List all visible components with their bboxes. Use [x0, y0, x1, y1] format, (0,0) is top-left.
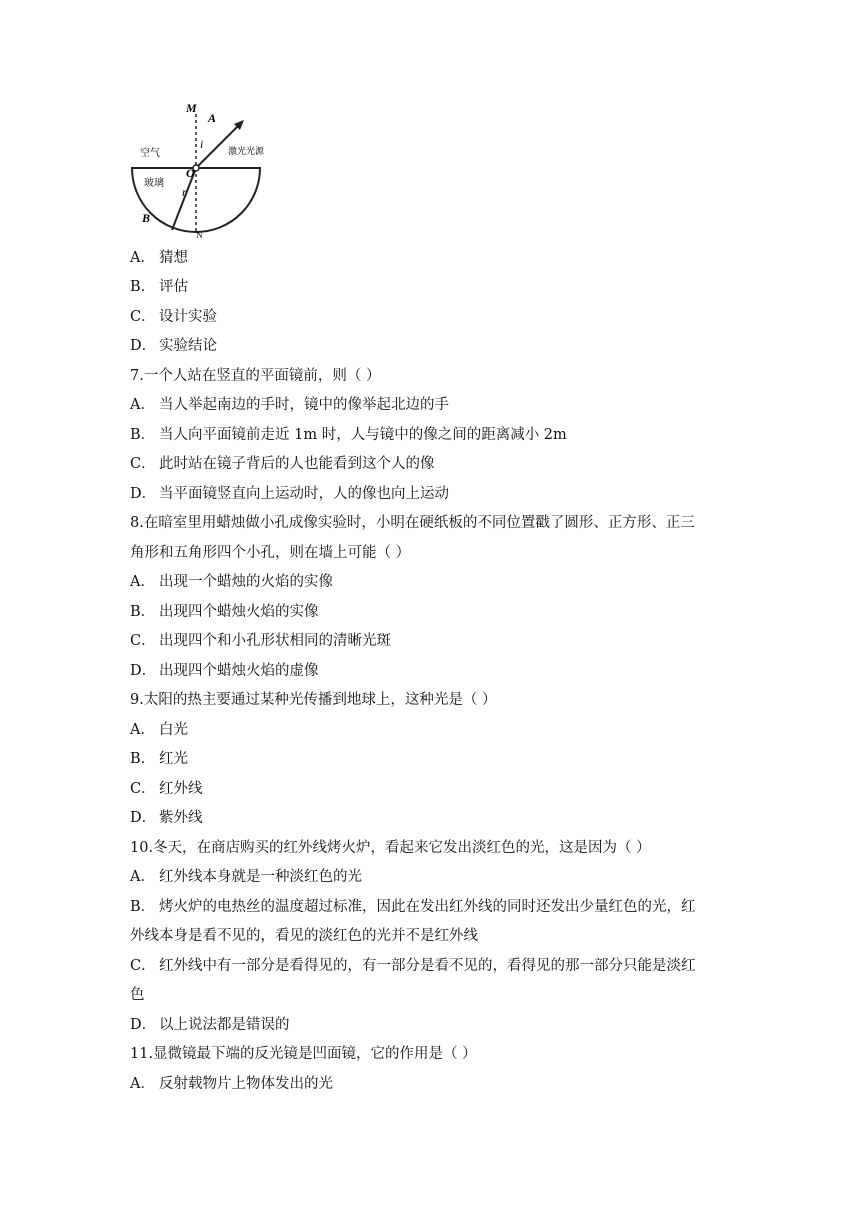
refraction-diagram	[128, 98, 278, 242]
q10-option-c	[130, 956, 696, 976]
label-laser: 激光光源	[228, 147, 265, 157]
option-letter: C．	[130, 958, 156, 974]
q9-option-d	[130, 808, 203, 828]
q8-stem-line1: 8.在暗室里用蜡烛做小孔成像实验时，小明在硬纸板的不同位置戳了圆形、正方形、正三	[130, 515, 695, 531]
option-text: 当人向平面镜前走近 1m 时，人与镜中的像之间的距离减小 2m	[159, 427, 567, 443]
option-letter: A．	[130, 397, 155, 413]
q6-option-c	[130, 307, 217, 327]
option-letter: B．	[130, 604, 156, 620]
option-text: 烤火炉的电热丝的温度超过标准，因此在发出红外线的同时还发出少量红色的光，红	[159, 899, 696, 915]
option-text: 猜想	[159, 250, 188, 266]
option-letter: B．	[130, 899, 156, 915]
option-text: 实验结论	[159, 338, 217, 354]
option-letter: A．	[130, 250, 155, 266]
option-letter: C．	[130, 456, 156, 472]
q7-option-b	[130, 425, 567, 445]
q8-option-a	[130, 572, 333, 592]
option-text: 当人举起南边的手时，镜中的像举起北边的手	[159, 397, 449, 413]
option-letter: A．	[130, 1076, 155, 1092]
q11-option-a	[130, 1074, 333, 1094]
option-letter: D．	[130, 1017, 157, 1033]
option-text: 白光	[159, 722, 188, 738]
option-text: 出现一个蜡烛的火焰的实像	[159, 574, 333, 590]
option-text: 当平面镜竖直向上运动时，人的像也向上运动	[159, 486, 449, 502]
q7-option-c	[130, 454, 435, 474]
q7-stem: 7.一个人站在竖直的平面镜前，则（ ）	[130, 368, 381, 384]
option-letter: A．	[130, 722, 155, 738]
option-letter: B．	[130, 427, 156, 443]
label-air: 空气	[140, 148, 160, 159]
option-text: 紫外线	[159, 810, 203, 826]
label-i: i	[200, 137, 204, 151]
option-letter: A．	[130, 869, 155, 885]
option-letter: D．	[130, 810, 157, 826]
label-a: A	[208, 111, 217, 125]
q6-option-d	[130, 336, 217, 356]
q9-stem: 9.太阳的热主要通过某种光传播到地球上，这种光是（ ）	[130, 692, 497, 708]
label-n: N	[196, 230, 203, 240]
q10-option-a	[130, 867, 362, 887]
option-text: 设计实验	[159, 309, 217, 325]
option-letter: C．	[130, 633, 156, 649]
q6-option-a	[130, 248, 188, 268]
label-m: M	[186, 101, 197, 115]
label-b: B	[142, 211, 151, 225]
option-text: 出现四个蜡烛火焰的虚像	[159, 663, 319, 679]
option-letter: D．	[130, 338, 157, 354]
option-text: 红外线	[159, 781, 203, 797]
q11-stem: 11.显微镜最下端的反光镜是凹面镜，它的作用是（ ）	[130, 1046, 477, 1062]
q10-stem: 10.冬天，在商店购买的红外线烤火炉，看起来它发出淡红色的光，这是因为（ ）	[130, 840, 651, 856]
option-text: 红光	[159, 751, 188, 767]
q9-option-c	[130, 779, 203, 799]
q10-option-d	[130, 1015, 290, 1035]
option-text: 出现四个和小孔形状相同的清晰光斑	[159, 633, 391, 649]
q6-option-b	[130, 277, 188, 297]
q8-option-b	[130, 602, 319, 622]
option-letter: C．	[130, 309, 156, 325]
q10-option-c-cont: 色	[130, 987, 145, 1003]
option-text: 此时站在镜子背后的人也能看到这个人的像	[159, 456, 435, 472]
q9-option-a	[130, 720, 188, 740]
option-text: 出现四个蜡烛火焰的实像	[159, 604, 319, 620]
option-letter: C．	[130, 781, 156, 797]
option-text: 评估	[159, 279, 188, 295]
option-letter: B．	[130, 279, 156, 295]
q10-option-b-cont: 外线本身是看不见的，看见的淡红色的光并不是红外线	[130, 928, 478, 944]
q10-option-b	[130, 897, 696, 917]
q8-option-d	[130, 661, 319, 681]
q8-stem-line2: 角形和五角形四个小孔，则在墙上可能（ ）	[130, 545, 411, 561]
refraction-figure	[128, 98, 278, 242]
q7-option-d	[130, 484, 449, 504]
q7-option-a	[130, 395, 449, 415]
option-letter: A．	[130, 574, 155, 590]
option-letter: D．	[130, 486, 157, 502]
label-r: r	[182, 185, 187, 199]
option-text: 反射载物片上物体发出的光	[159, 1076, 333, 1092]
option-text: 红外线中有一部分是看得见的，有一部分是看不见的，看得见的那一部分只能是淡红	[159, 958, 696, 974]
q9-option-b	[130, 749, 188, 769]
option-text: 红外线本身就是一种淡红色的光	[159, 869, 362, 885]
label-glass: 玻璃	[144, 178, 164, 189]
option-text: 以上说法都是错误的	[159, 1017, 290, 1033]
option-letter: D．	[130, 663, 157, 679]
label-o: O	[186, 166, 195, 180]
q8-option-c	[130, 631, 391, 651]
option-letter: B．	[130, 751, 156, 767]
